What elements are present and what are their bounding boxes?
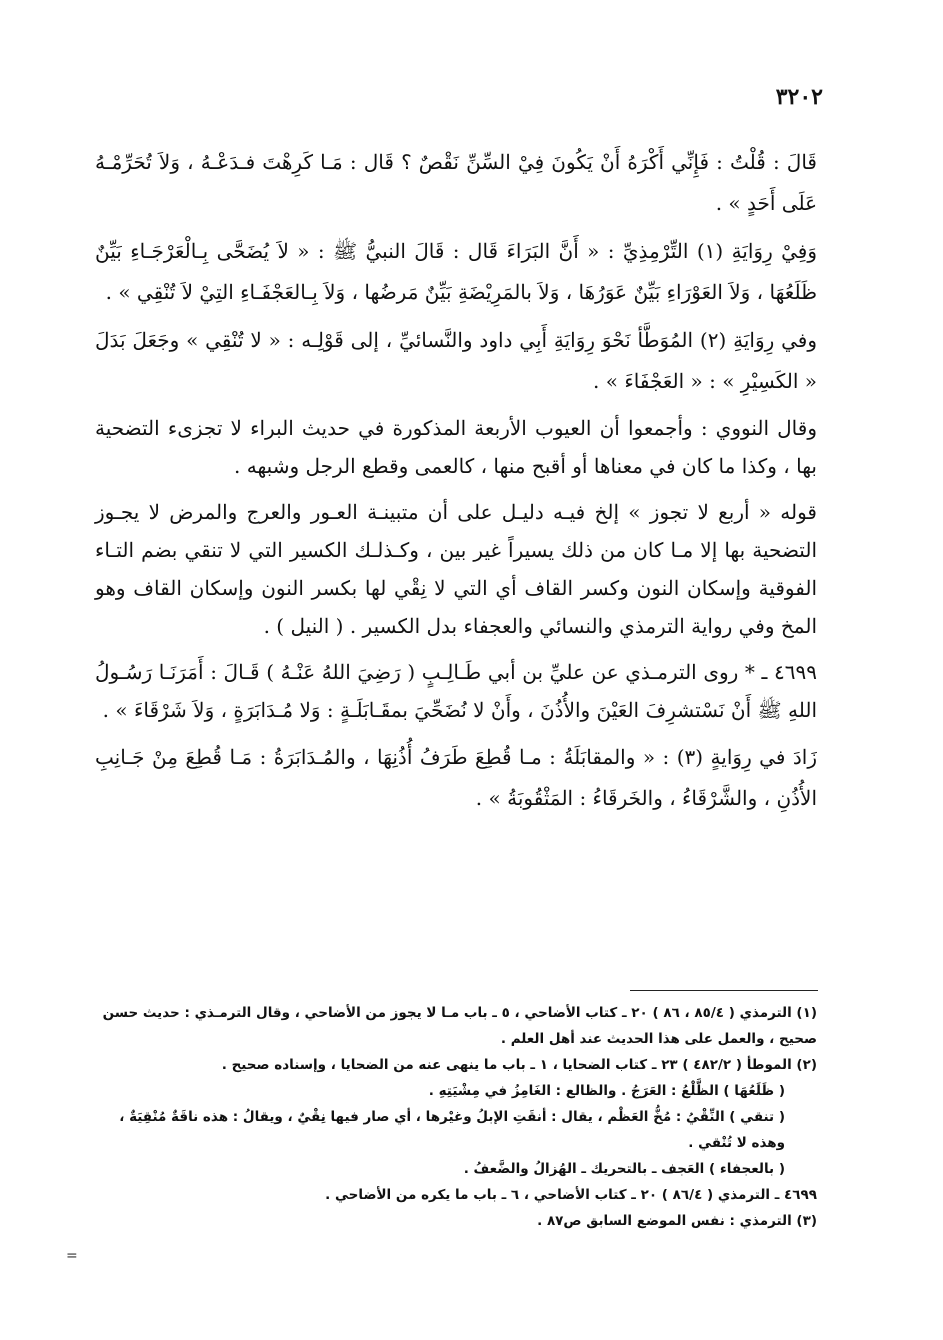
footnote-gloss-3: ( بالعجفاء ) العَجف ـ بالتحريك ـ الهُزالُ والضَّعفُ . bbox=[463, 1161, 785, 1177]
footnote-gloss-1: ( ظَلَعُهَا ) الظَّلْعُ : العَرَجُ . والظالع : الغَامِزُ في مِشْيَتِهِ . bbox=[428, 1083, 785, 1099]
margin-mark: = bbox=[66, 1248, 78, 1264]
footnote-hadith-ref: ٤٦٩٩ ـ الترمذي ( ٨٦/٤ ) ٢٠ ـ كتاب الأضاحي ، ٦ ـ باب ما يكره من الأضاحي . bbox=[325, 1187, 817, 1203]
paragraph-7: زَادَ في رِوَايةٍ (٣) : « والمقابَلَةُ : مـا قُطِعَ طَرَفُ أُذُنِهَا ، والمُـدَابَرَةُ : مَـا قُطِعَ مِنْ جَـانِبِ الأُذُنِ ، والشَّرْقَاءُ ، والخَرقَاءُ : المَثْقُوبَةُ » . bbox=[95, 745, 818, 810]
footnotes bbox=[95, 1000, 817, 1234]
hadith-paragraph: ٤٦٩٩ ـ * روى الترمـذي عن عليِّ بن أبي طَـالِـبٍ ( رَضِيَ اللهُ عَنْـهُ ) قَـالَ : أَمَرَنَـا رَسُـولُ اللهِ ﷺ أَنْ نَسْتشرِفَ العَيْنَ والأُذُنَ ، وأَنْ لا نُضَحِّيَ بمقَـابَلَـةٍ : وَلا مُـدَابَرَةٍ ، وَلاَ شَرْقَاءَ » . bbox=[95, 660, 817, 722]
main-text bbox=[95, 142, 817, 826]
footnote-gloss-2: ( تنقي ) النِّقْيُ : مُخُّ العَظْم ، يقال : أنقَتِ الإبلُ وغيْرها ، أي صار فيها نِقْيٌ ، ويقالُ : هذه ناقَةٌ مُنْقِيَةٌ ، وهذه لا تُنْقي . bbox=[119, 1109, 785, 1151]
paragraph-5: قوله « أربع لا تجوز » إلخ فيـه دليـل على أن متبينـة العـور والعرج والمرض لا يجـوز التضحية بها إلا مـا كان من ذلك يسيراً غير بين ، وكـذلـك الكسير التي لا تنقي بضم التـاء الفوقية وإسكان النون وكسر القاف أي التي لا نِقْي لها بكسر النون وإسكان القاف وهو المخ وفي رواية الترمذي والنسائي والعجفاء بدل الكسير . ( النيل ) . bbox=[95, 500, 817, 638]
footnote-1: (١) الترمذي ( ٨٥/٤ ، ٨٦ ) ٢٠ ـ كتاب الأضاحي ، ٥ ـ باب مـا لا يجوز من الأضاحي ، وقال الترمـذي : حديث حسن صحيح ، والعمل على هذا الحديث عند أهل العلم . bbox=[102, 1005, 817, 1047]
footnote-3: (٣) الترمذي : نفس الموضع السابق ص٨٧ . bbox=[537, 1213, 817, 1229]
paragraph-3: وفي رِوَايَةِ (٢) المُوَطَّأ نَحْوَ رِوَايَةِ أَبِي داود والنَّسائيِّ ، إلى قَوْلِـه : « لا تُنْقِي » وجَعَلَ بَدَلَ « الكَسِيْرِ » : « العَجْفَاءَ » . bbox=[95, 328, 817, 393]
footnote-2: (٢) الموطأ ( ٤٨٢/٢ ) ٢٣ ـ كتاب الضحايا ، ١ ـ باب ما ينهى عنه من الضحايا ، وإسناده صحيح . bbox=[221, 1057, 817, 1073]
paragraph-2: وَفِيْ رِوَايَةِ (١) التِّرْمِذِيِّ : « أَنَّ البَرَاءَ قَال : قَالَ النبيُّ ﷺ : « لاَ يُضَحَّى بِـالْعَرْجَـاءِ بَيِّنٌ ظَلَعُهَا ، وَلاَ العَوْرَاءِ بَيِّنٌ عَوَرُهَا ، وَلاَ بالمَرِيْضَةِ بَيِّنٌ مَرضُها ، وَلاَ بِـالعَجْفَـاءِ التِيْ لاَ تُنْقِي » . bbox=[95, 239, 817, 304]
paragraph-1: قَالَ : قُلْتُ : فَإِنِّي أَكْرَهُ أَنْ يَكُونَ فِيْ السِّنِّ نَقْصٌ ؟ قَال : مَـا كَرِهْتَ فـدَعْـهُ ، وَلاَ تُحَرِّمْـهُ عَلَى أَحَدٍ » . bbox=[95, 150, 817, 215]
page-number: ٣٢٠٢ bbox=[775, 84, 823, 110]
footnote-separator bbox=[630, 990, 818, 991]
paragraph-4: وقال النووي : وأجمعوا أن العيوب الأربعة المذكورة في حديث البراء لا تجزىء التضحية بها ، وكذا ما كان في معناها أو أقبح منها ، كالعمى وقطع الرجل وشبهه . bbox=[95, 416, 817, 478]
